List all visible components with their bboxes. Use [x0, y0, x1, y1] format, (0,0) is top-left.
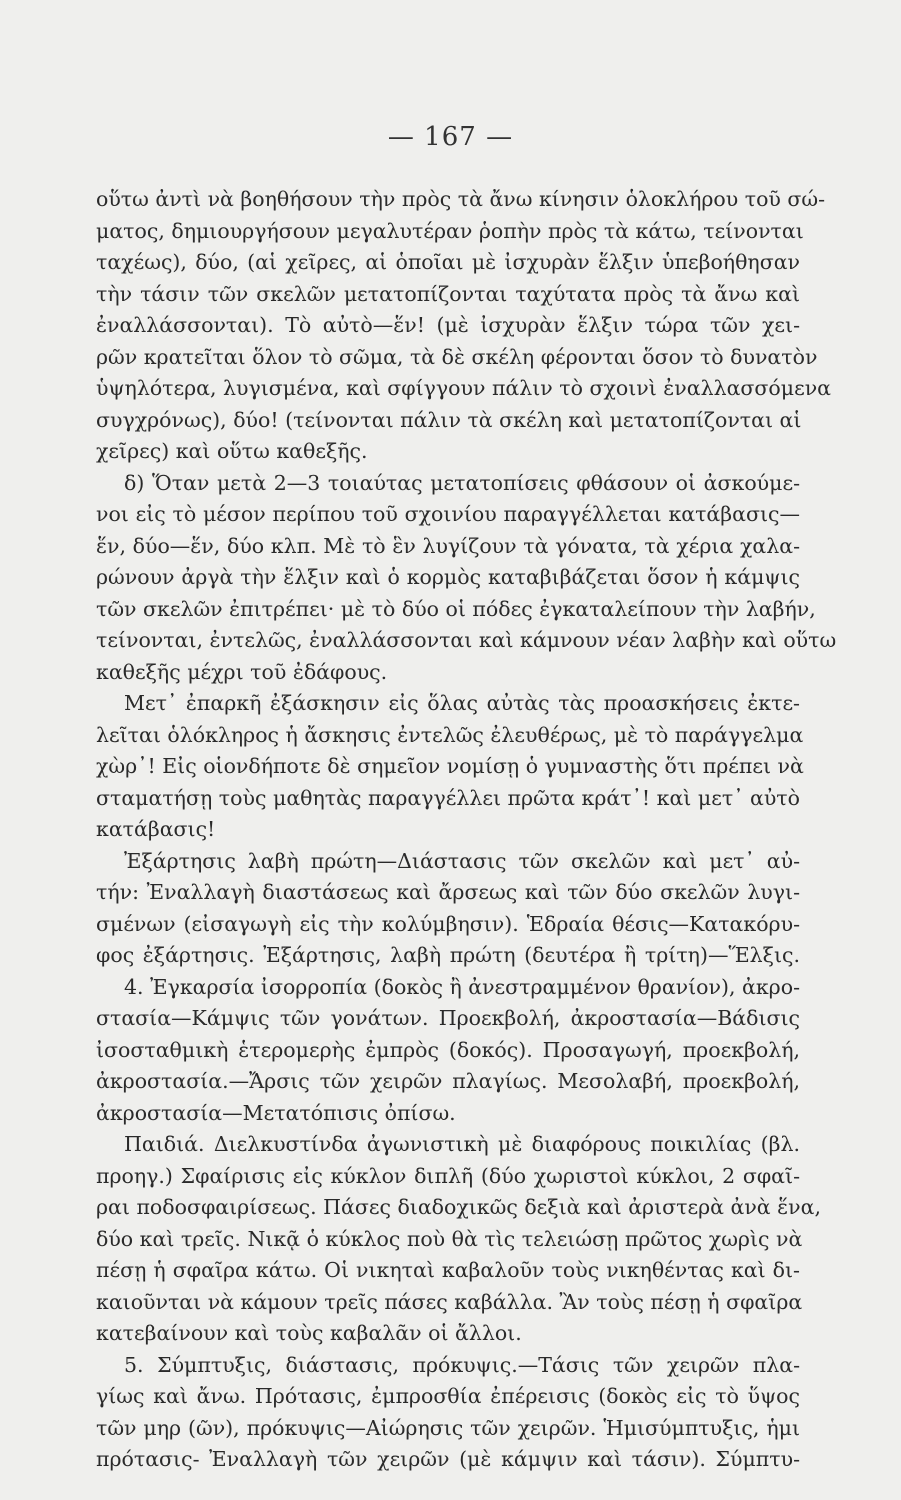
text-line: οὕτω ἀντὶ νὰ βοηθήσουν τὴν πρὸς τὰ ἄνω κίνησιν ὁλοκλήρου τοῦ σώ- [96, 187, 826, 211]
text-line: φος ἐξάρτησις. Ἐξάρτησις, λαβὴ πρώτη (δευτέρα ἢ τρίτη)—Ἕλξις. [96, 943, 800, 967]
text-line: στασία—Κάμψις τῶν γονάτων. Προεκβολή, ἀκροστασία—Βάδισις [96, 1006, 800, 1030]
text-line: Μετ᾽ ἐπαρκῆ ἐξάσκησιν εἰς ὅλας αὐτὰς τὰς προασκήσεις ἐκτε- [124, 691, 800, 715]
text-line: ταχέως), δύο, (αἱ χεῖρες, αἱ ὁποῖαι μὲ ἰσχυρὰν ἕλξιν ὑπεβοήθησαν [96, 250, 800, 274]
text-line: ρώνουν ἀργὰ τὴν ἕλξιν καὶ ὁ κορμὸς καταβιβάζεται ὅσον ἡ κάμψις [96, 565, 800, 589]
text-line: λεῖται ὁλόκληρος ἡ ἄσκησις ἐντελῶς ἐλευθέρως, μὲ τὸ παράγγελμα [96, 722, 804, 747]
text-line: ρῶν κρατεῖται ὅλον τὸ σῶμα, τὰ δὲ σκέλη φέρονται ὅσον τὸ δυνατὸν [96, 344, 818, 369]
text-line: Παιδιά. Διελκυστίνδα ἀγωνιστικὴ μὲ διαφόρους ποικιλίας (βλ. [124, 1132, 800, 1156]
text-line: ἐναλλάσσονται). Τὸ αὐτὸ—ἕν! (μὲ ἰσχυρὰν ἕλξιν τώρα τῶν χει- [96, 313, 800, 337]
text-line: πρότασις- Ἐναλλαγὴ τῶν χειρῶν (μὲ κάμψιν καὶ τάσιν). Σύμπτυ- [96, 1447, 800, 1471]
text-line: τῶν μηρ (ῶν), πρόκυψις—Αἰώρησις τῶν χειρῶν. Ἡμισύμπτυξις, ἡμι [96, 1415, 800, 1440]
text-line: 4. Ἐγκαρσία ἰσορροπία (δοκὸς ἢ ἀνεστραμμένον θρανίον), ἀκρο- [124, 974, 800, 999]
text-line: ἰσοσταθμικὴ ἑτερομερὴς ἐμπρὸς (δοκός). Προσαγωγή, προεκβολή, [96, 1037, 800, 1062]
text-line: χὼρ᾽! Εἰς οἱονδήποτε δὲ σημεῖον νομίσῃ ὁ γυμναστὴς ὅτι πρέπει νὰ [96, 754, 804, 778]
text-line: γίως καὶ ἄνω. Πρότασις, ἐμπροσθία ἐπέρεισις (δοκὸς εἰς τὸ ὕψος [96, 1384, 800, 1408]
text-line: σμένων (εἰσαγωγὴ εἰς τὴν κολύμβησιν). Ἑδραία θέσις—Κατακόρυ- [96, 911, 800, 936]
text-line: δ) Ὅταν μετὰ 2—3 τοιαύτας μετατοπίσεις φθάσουν οἱ ἀσκούμε- [124, 470, 800, 495]
text-line: ἀκροστασία.—Ἄρσις τῶν χειρῶν πλαγίως. Μεσολαβή, προεκβολή, [96, 1069, 800, 1093]
text-line: χεῖρες) καὶ οὕτω καθεξῆς. [96, 439, 368, 463]
text-line: ἀκροστασία—Μετατόπισις ὀπίσω. [96, 1100, 456, 1125]
text-line: προηγ.) Σφαίρισις εἰς κύκλον διπλῆ (δύο χωριστοὶ κύκλοι, 2 σφαῖ- [96, 1163, 800, 1188]
text-line: τείνονται, ἐντελῶς, ἐναλλάσσονται καὶ κάμνουν νέαν λαβὴν καὶ οὕτω [96, 628, 837, 652]
text-line: νοι εἰς τὸ μέσον περίπου τοῦ σχοινίου παραγγέλλεται κατάβασις— [96, 502, 800, 526]
body-text [96, 184, 837, 1476]
page-number: — 167 — [387, 122, 514, 152]
text-line: τῶν σκελῶν ἐπιτρέπει· μὲ τὸ δύο οἱ πόδες ἐγκαταλείπουν τὴν λαβήν, [96, 596, 816, 621]
text-line: τὴν τάσιν τῶν σκελῶν μετατοπίζονται ταχύτατα πρὸς τὰ ἄνω καὶ [96, 281, 800, 306]
text-line: ματος, δημιουργήσουν μεγαλυτέραν ῥοπὴν πρὸς τὰ κάτω, τείνονται [96, 218, 804, 243]
text-line: ἕν, δύο—ἕν, δύο κλπ. Μὲ τὸ ἓν λυγίζουν τὰ γόνατα, τὰ χέρια χαλα- [96, 533, 800, 558]
text-line: σταματήσῃ τοὺς μαθητὰς παραγγέλλει πρῶτα κράτ᾽! καὶ μετ᾽ αὐτὸ [96, 785, 800, 810]
text-line: κατάβασις! [96, 817, 216, 841]
text-line: 5. Σύμπτυξις, διάστασις, πρόκυψις.—Τάσις τῶν χειρῶν πλα- [124, 1352, 800, 1377]
text-line: καιοῦνται νὰ κάμουν τρεῖς πάσες καβάλλα. Ἂν τοὺς πέσῃ ἡ σφαῖρα [96, 1289, 803, 1314]
text-line: καθεξῆς μέχρι τοῦ ἐδάφους. [96, 659, 388, 684]
text-line: ὑψηλότερα, λυγισμένα, καὶ σφίγγουν πάλιν τὸ σχοινὶ ἐναλλασσόμενα [96, 376, 831, 400]
text-line: συγχρόνως), δύο! (τείνονται πάλιν τὰ σκέλη καὶ μετατοπίζονται αἱ [96, 407, 802, 432]
text-line: Ἐξάρτησις λαβὴ πρώτη—Διάστασις τῶν σκελῶν καὶ μετ᾽ αὐ- [124, 848, 800, 873]
text-line: τήν: Ἐναλλαγὴ διαστάσεως καὶ ἄρσεως καὶ τῶν δύο σκελῶν λυγι- [96, 880, 800, 904]
text-line: κατεβαίνουν καὶ τοὺς καβαλᾶν οἱ ἄλλοι. [96, 1321, 522, 1345]
text-line: δύο καὶ τρεῖς. Νικᾷ ὁ κύκλος ποὺ θὰ τὶς τελειώσῃ πρῶτος χωρὶς νὰ [96, 1226, 803, 1251]
text-line: πέσῃ ἡ σφαῖρα κάτω. Οἱ νικηταὶ καβαλοῦν τοὺς νικηθέντας καὶ δι- [96, 1258, 800, 1282]
text-line: ραι ποδοσφαιρίσεως. Πάσες διαδοχικῶς δεξιὰ καὶ ἀριστερὰ ἀνὰ ἕνα, [96, 1195, 821, 1219]
